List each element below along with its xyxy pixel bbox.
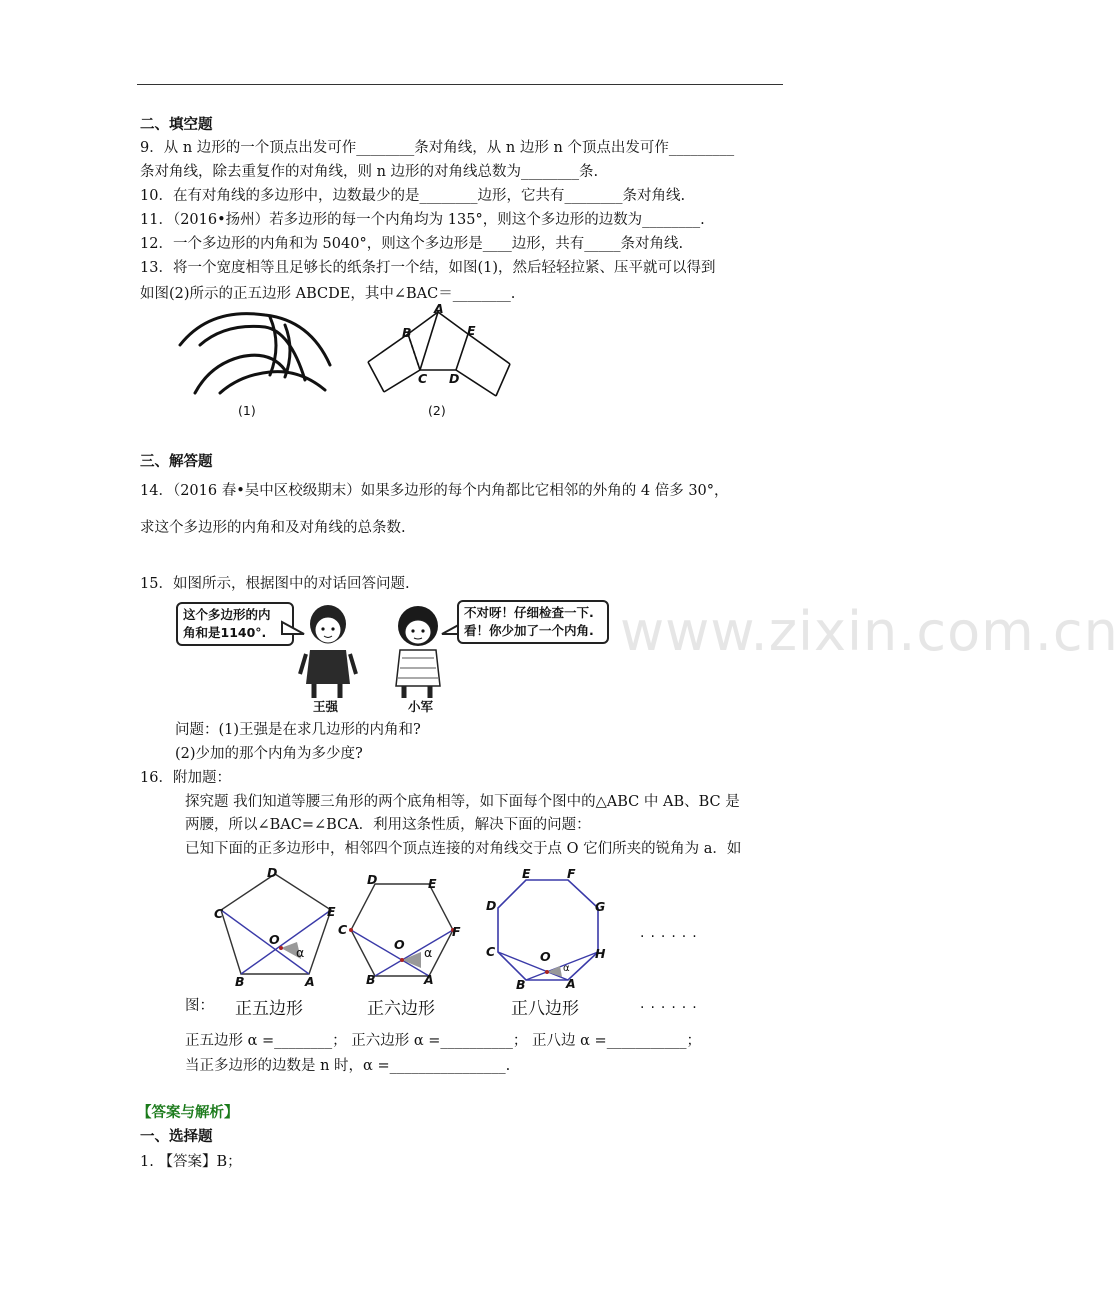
oct-alpha: α	[563, 963, 570, 974]
q13-line2: 如图(2)所示的正五边形 ABCDE，其中∠BAC＝________.	[140, 286, 516, 302]
name-xiaojun: 小军	[408, 699, 434, 714]
caption-hexagon: 正六边形	[367, 999, 435, 1019]
oct-label-G: G	[595, 899, 606, 914]
bubble-right-line1: 不对呀！仔细检查一下.	[464, 605, 594, 620]
hex-alpha: α	[424, 945, 433, 960]
pent-label-E: E	[327, 904, 336, 919]
pent-label-C: C	[214, 906, 224, 921]
section3-title: 三、解答题	[140, 453, 213, 470]
section2-title: 二、填空题	[140, 116, 213, 133]
fig-prefix: 图：	[185, 998, 214, 1014]
q15-part1: 问题：(1)王强是在求几边形的内角和?	[175, 722, 421, 738]
answer-blanks-line: 正五边形 α =________； 正六边形 α =__________； 正八边 α =___________；	[185, 1033, 701, 1049]
oct-label-B: B	[516, 977, 526, 992]
answer-1: 1. 【答案】B；	[140, 1154, 242, 1170]
q15: 15．如图所示，根据图中的对话回答问题.	[140, 576, 410, 592]
oct-label-H: H	[595, 946, 606, 961]
q13-line1: 13．将一个宽度相等且足够长的纸条打一个结，如图(1)，然后轻轻拉紧、压平就可以得到	[140, 260, 716, 276]
pent-label-A: A	[305, 974, 315, 989]
caption-pentagon: 正五边形	[235, 999, 303, 1019]
pent-label-O: O	[269, 932, 280, 947]
q16-para2: 两腰，所以∠BAC=∠BCA．利用这条性质，解决下面的问题：	[185, 817, 591, 833]
fig1-caption: (1)	[238, 403, 256, 418]
ellipsis-bottom: ......	[640, 996, 703, 1012]
oct-label-E: E	[522, 866, 531, 881]
q12: 12．一个多边形的内角和为 5040°，则这个多边形是____边形，共有_____条对角线.	[140, 236, 684, 252]
label-A: A	[434, 301, 444, 316]
bubble-right-line2: 看！你少加了一个内角.	[464, 623, 594, 638]
q14-line1: 14．（2016 春•吴中区校级期末）如果多边形的每个内角都比它相邻的外角的 4 倍多 30°，	[140, 483, 729, 499]
oct-label-A: A	[566, 976, 576, 991]
hex-label-F: F	[452, 924, 461, 939]
q16-para3: 已知下面的正多边形中，相邻四个顶点连接的对角线交于点 O 它们所夹的锐角为 a．如	[185, 841, 742, 857]
regular-octagon-figure	[490, 868, 610, 988]
regular-hexagon-figure	[345, 872, 465, 992]
answers-section1: 一、选择题	[140, 1128, 213, 1145]
hex-label-B: B	[366, 972, 376, 987]
ellipsis-top: ......	[640, 925, 703, 941]
paper-knot-figure	[170, 305, 340, 395]
speech-bubble-right	[457, 600, 609, 644]
bubble-left-line2: 角和是1140°.	[183, 625, 267, 640]
label-C: C	[418, 371, 428, 386]
speech-bubble-left	[176, 602, 294, 646]
label-B: B	[402, 325, 412, 340]
bubble-left-line1: 这个多边形的内	[183, 607, 271, 622]
oct-label-F: F	[567, 866, 576, 881]
boy-wangqiang	[296, 602, 362, 700]
watermark: www.zixin.com.cn	[620, 600, 1119, 663]
q16: 16．附加题：	[140, 770, 231, 786]
q15-part2: (2)少加的那个内角为多少度?	[175, 746, 363, 762]
hex-label-A: A	[424, 972, 434, 987]
name-wangqiang: 王强	[313, 699, 339, 714]
label-E: E	[467, 323, 476, 338]
hex-label-C: C	[338, 922, 348, 937]
hex-label-D: D	[367, 872, 378, 887]
hex-label-O: O	[394, 937, 405, 952]
q14-line2: 求这个多边形的内角和及对角线的总条数.	[140, 520, 406, 536]
top-rule	[137, 84, 783, 85]
pent-label-D: D	[267, 865, 278, 880]
q11: 11．（2016•扬州）若多边形的每一个内角均为 135°，则这个多边形的边数为________.	[140, 212, 705, 228]
q16-para1: 探究题 我们知道等腰三角形的两个底角相等，如下面每个图中的△ABC 中 AB、BC 是	[185, 794, 740, 810]
pent-alpha: α	[296, 945, 305, 960]
fig2-caption: (2)	[428, 403, 446, 418]
caption-octagon: 正八边形	[511, 999, 579, 1019]
hex-label-E: E	[428, 876, 437, 891]
oct-label-C: C	[486, 944, 496, 959]
q9-line1: 9．从 n 边形的一个顶点出发可作________条对角线，从 n 边形 n 个顶点出发可作_________	[140, 140, 735, 156]
oct-label-O: O	[540, 949, 551, 964]
q9-line2: 条对角线，除去重复作的对角线，则 n 边形的对角线总数为________条.	[140, 164, 599, 180]
pent-label-B: B	[235, 974, 245, 989]
q10: 10．在有对角线的多边形中，边数最少的是________边形，它共有________条对角线.	[140, 188, 686, 204]
regular-pentagon-figure	[205, 862, 355, 990]
answers-title: 【答案与解析】	[137, 1104, 239, 1121]
answer-n-line: 当正多边形的边数是 n 时，α =________________.	[185, 1058, 511, 1074]
oct-label-D: D	[486, 898, 497, 913]
label-D: D	[449, 371, 460, 386]
